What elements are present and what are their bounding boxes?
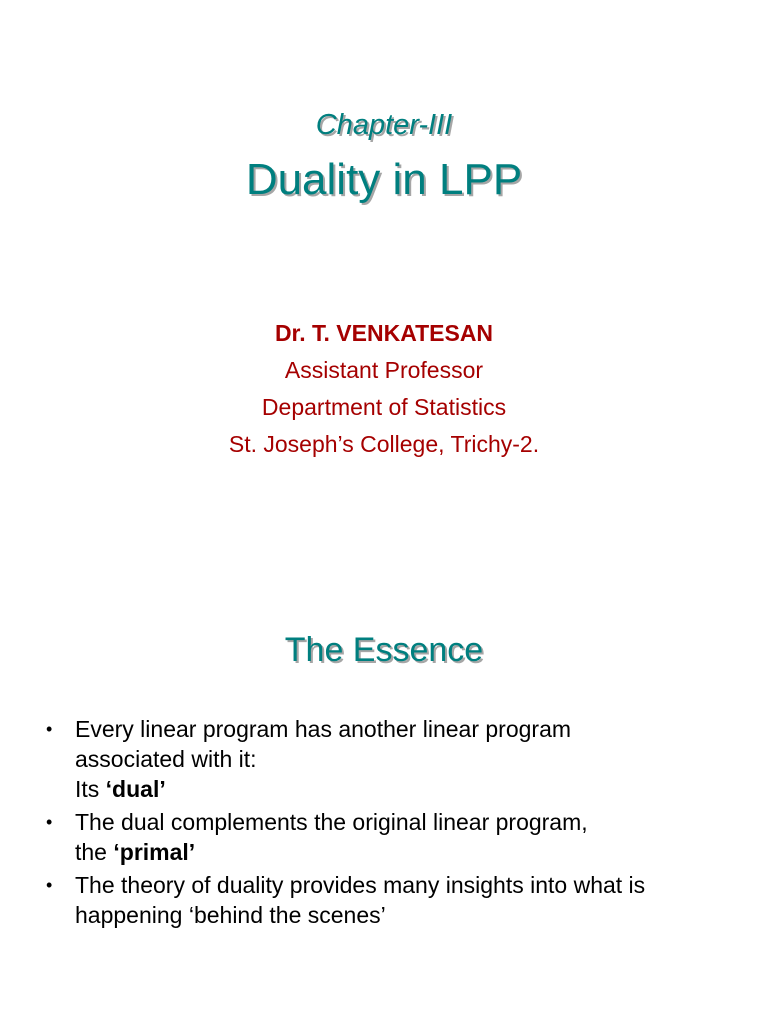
bullet-emphasis: ‘primal’ (113, 839, 196, 865)
author-name: Dr. T. VENKATESAN (274, 320, 494, 346)
bullet-text: the (75, 839, 114, 865)
bullet-text: Its (75, 776, 106, 802)
bullet-emphasis: ‘dual’ (105, 776, 166, 802)
bullet-dot-icon: • (46, 812, 53, 832)
bullet-line (75, 774, 748, 804)
bullet-list (0, 714, 768, 933)
bullet-line (75, 837, 748, 867)
slide-title: Duality in LPP (245, 155, 523, 204)
chapter-subtitle: Chapter-III (315, 109, 453, 141)
bullet-line: associated with it: (75, 746, 257, 772)
bullet-line: The dual complements the original linear program, (75, 809, 588, 835)
bullet-dot-icon: • (46, 719, 53, 739)
bullet-dot-icon: • (46, 875, 53, 895)
bullet-line: happening ‘behind the scenes’ (75, 902, 386, 928)
essence-title: The Essence (284, 631, 484, 669)
author-department: Department of Statistics (261, 394, 507, 420)
bullet-item (0, 807, 768, 867)
bullet-item (0, 870, 768, 930)
author-college: St. Joseph’s College, Trichy-2. (228, 431, 540, 457)
author-position: Assistant Professor (284, 357, 484, 383)
bullet-line: Every linear program has another linear program (75, 716, 572, 742)
bullet-line: The theory of duality provides many insights into what is (75, 872, 646, 898)
bullet-item (0, 714, 768, 804)
essence-slide (0, 540, 768, 1024)
author-block (0, 315, 768, 463)
